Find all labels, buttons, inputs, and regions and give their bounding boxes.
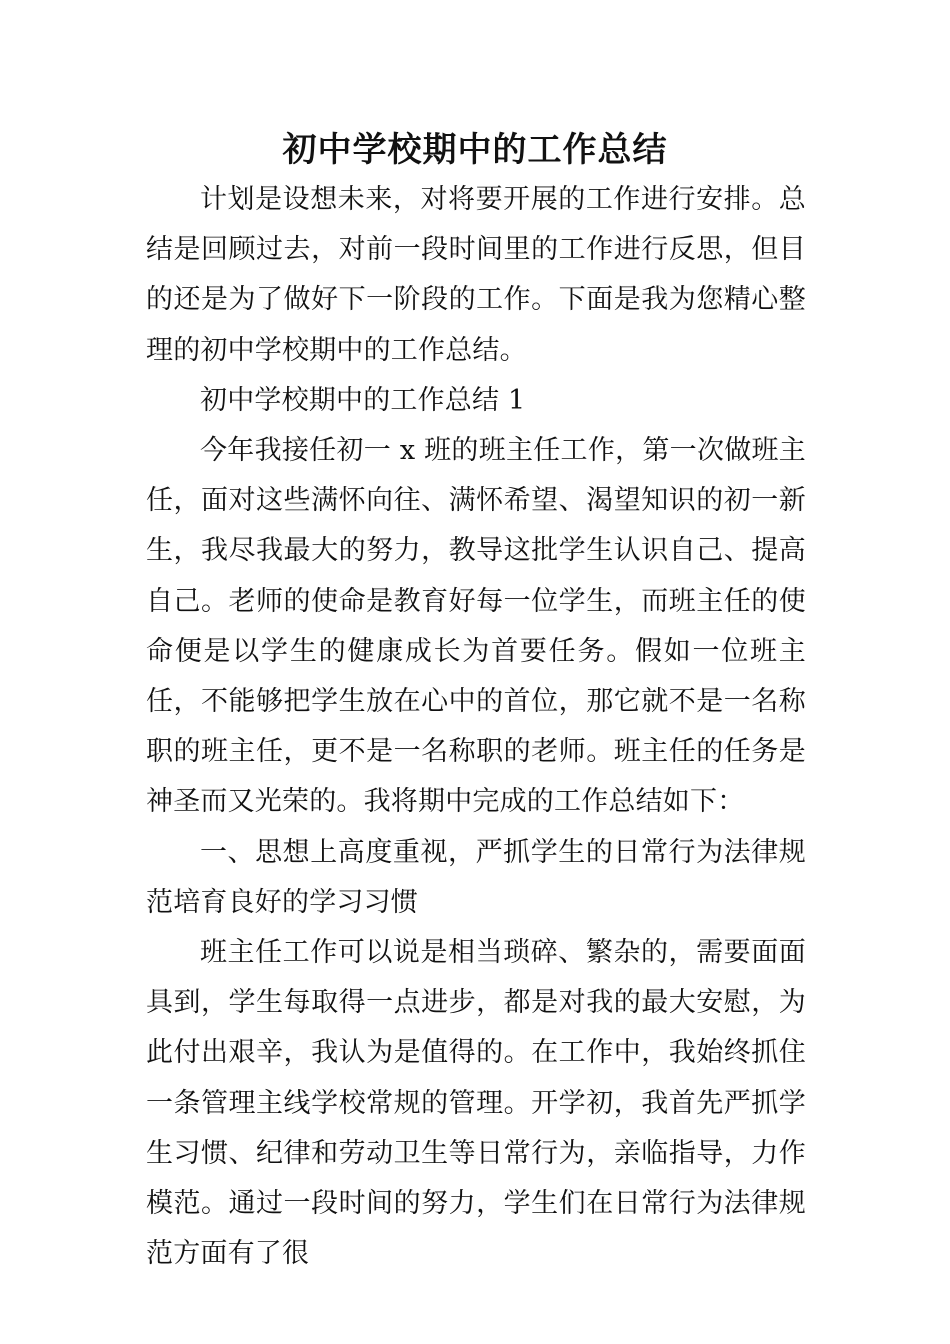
document-title: 初中学校期中的工作总结 xyxy=(282,130,668,170)
paragraph-intro: 计划是设想未来，对将要开展的工作进行安排。总结是回顾过去，对前一段时间里的工作进行反思，但目的还是为了做好下一阶段的工作。下面是我为您精心整理的初中学校期中的工作总结。 xyxy=(146,184,806,366)
paragraph-main: 今年我接任初一 x 班的班主任工作，第一次做班主任，面对这些满怀向往、满怀希望、渴望知识的初一新生，我尽我最大的努力，教导这批学生认识自己、提高自己。老师的使命是教育好每一位学生，而班主任的使命便是以学生的健康成长为首要任务。假如一位班主任，不能够把学生放在心中的首位，那它就不是一名称职的班主任，更不是一名称职的老师。班主任的任务是神圣而又光荣的。我将期中完成的工作总结如下： xyxy=(146,435,806,818)
section-heading: 初中学校期中的工作总结 1 xyxy=(200,384,526,416)
paragraph-detail: 班主任工作可以说是相当琐碎、繁杂的，需要面面具到，学生每取得一点进步，都是对我的最大安慰，为此付出艰辛，我认为是值得的。在工作中，我始终抓住一条管理主线学校常规的管理。开学初，我首先严抓学生习惯、纪律和劳动卫生等日常行为，亲临指导，力作模范。通过一段时间的努力，学生们在日常行为法律规范方面有了很 xyxy=(146,937,806,1270)
document-body xyxy=(146,175,806,1279)
subsection-heading: 一、思想上高度重视，严抓学生的日常行为法律规范培育良好的学习习惯 xyxy=(146,836,806,918)
